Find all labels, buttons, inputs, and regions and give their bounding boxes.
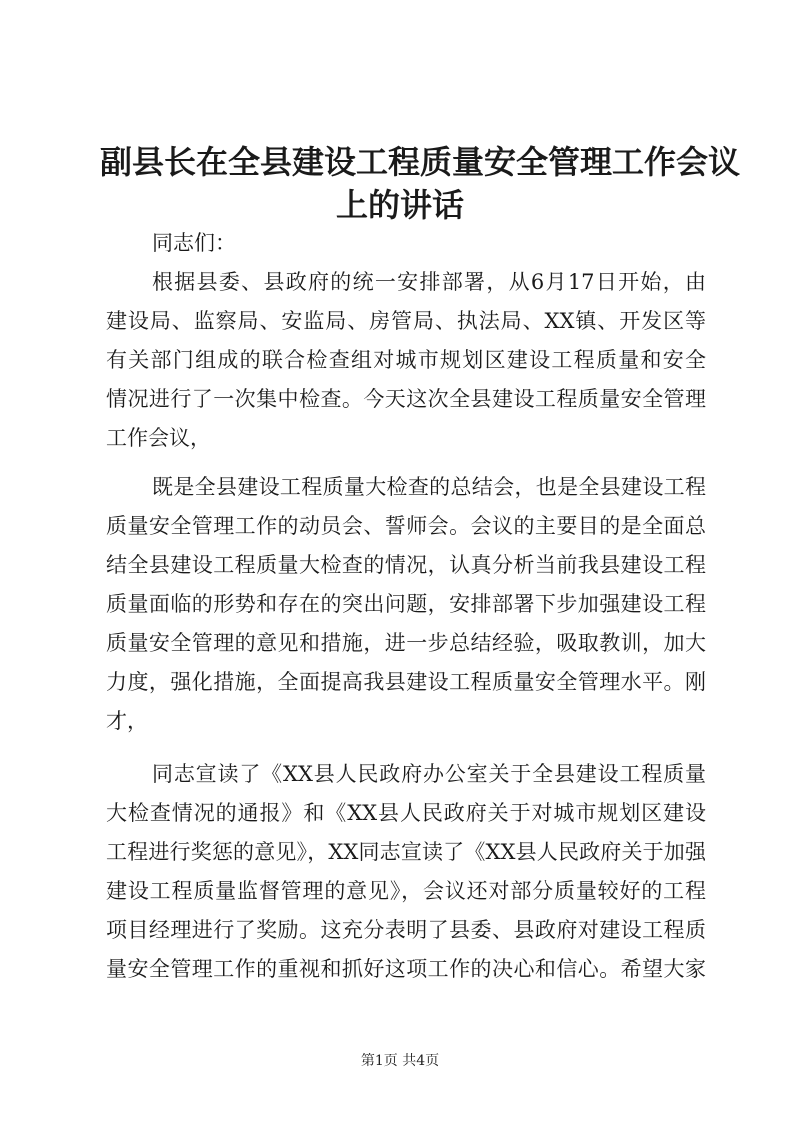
paragraph-line: 质量安全管理工作的动员会、誓师会。会议的主要目的是全面总 (106, 514, 706, 538)
paragraph-1 (106, 263, 706, 458)
paragraph-3 (106, 755, 706, 989)
paragraph-line: 结全县建设工程质量大检查的情况，认真分析当前我县建设工程 (106, 553, 706, 577)
paragraph-line: 建设局、监察局、安监局、房管局、执法局、XX镇、开发区等 (106, 309, 706, 333)
document-title-line-1: 副县长在全县建设工程质量安全管理工作会议 (100, 143, 741, 181)
paragraph-line: 根据县委、县政府的统一安排部署，从6月17日开始，由 (152, 270, 706, 294)
document-title-line-2: 上的讲话 (335, 186, 464, 224)
paragraph-line: 质量面临的形势和存在的突出问题，安排部署下步加强建设工程 (106, 592, 706, 616)
paragraph-line: 质量安全管理的意见和措施，进一步总结经验，吸取教训，加大 (106, 631, 706, 655)
salutation: 同志们： (152, 231, 236, 255)
paragraph-line: 既是全县建设工程质量大检查的总结会，也是全县建设工程 (152, 475, 706, 499)
paragraph-line: 才， (106, 709, 148, 733)
paragraph-line: 大检查情况的通报》和《XX县人民政府关于对城市规划区建设 (106, 801, 706, 825)
paragraph-line: 力度，强化措施，全面提高我县建设工程质量安全管理水平。刚 (106, 670, 706, 694)
paragraph-line: 量安全管理工作的重视和抓好这项工作的决心和信心。希望大家 (106, 957, 706, 981)
paragraph-line: 有关部门组成的联合检查组对城市规划区建设工程质量和安全 (106, 348, 706, 372)
paragraph-line: 情况进行了一次集中检查。今天这次全县建设工程质量安全管理 (106, 387, 706, 411)
page-number-footer: 第1页 共4页 (360, 1053, 440, 1069)
paragraph-line: 工程进行奖惩的意见》，XX同志宣读了《XX县人民政府关于加强 (106, 840, 706, 864)
paragraph-2 (106, 468, 706, 741)
paragraph-line: 同志宣读了《XX县人民政府办公室关于全县建设工程质量 (152, 762, 706, 786)
paragraph-line: 项目经理进行了奖励。这充分表明了县委、县政府对建设工程质 (106, 918, 706, 942)
paragraph-line: 建设工程质量监督管理的意见》，会议还对部分质量较好的工程 (106, 879, 706, 903)
paragraph-line: 工作会议， (106, 426, 211, 450)
